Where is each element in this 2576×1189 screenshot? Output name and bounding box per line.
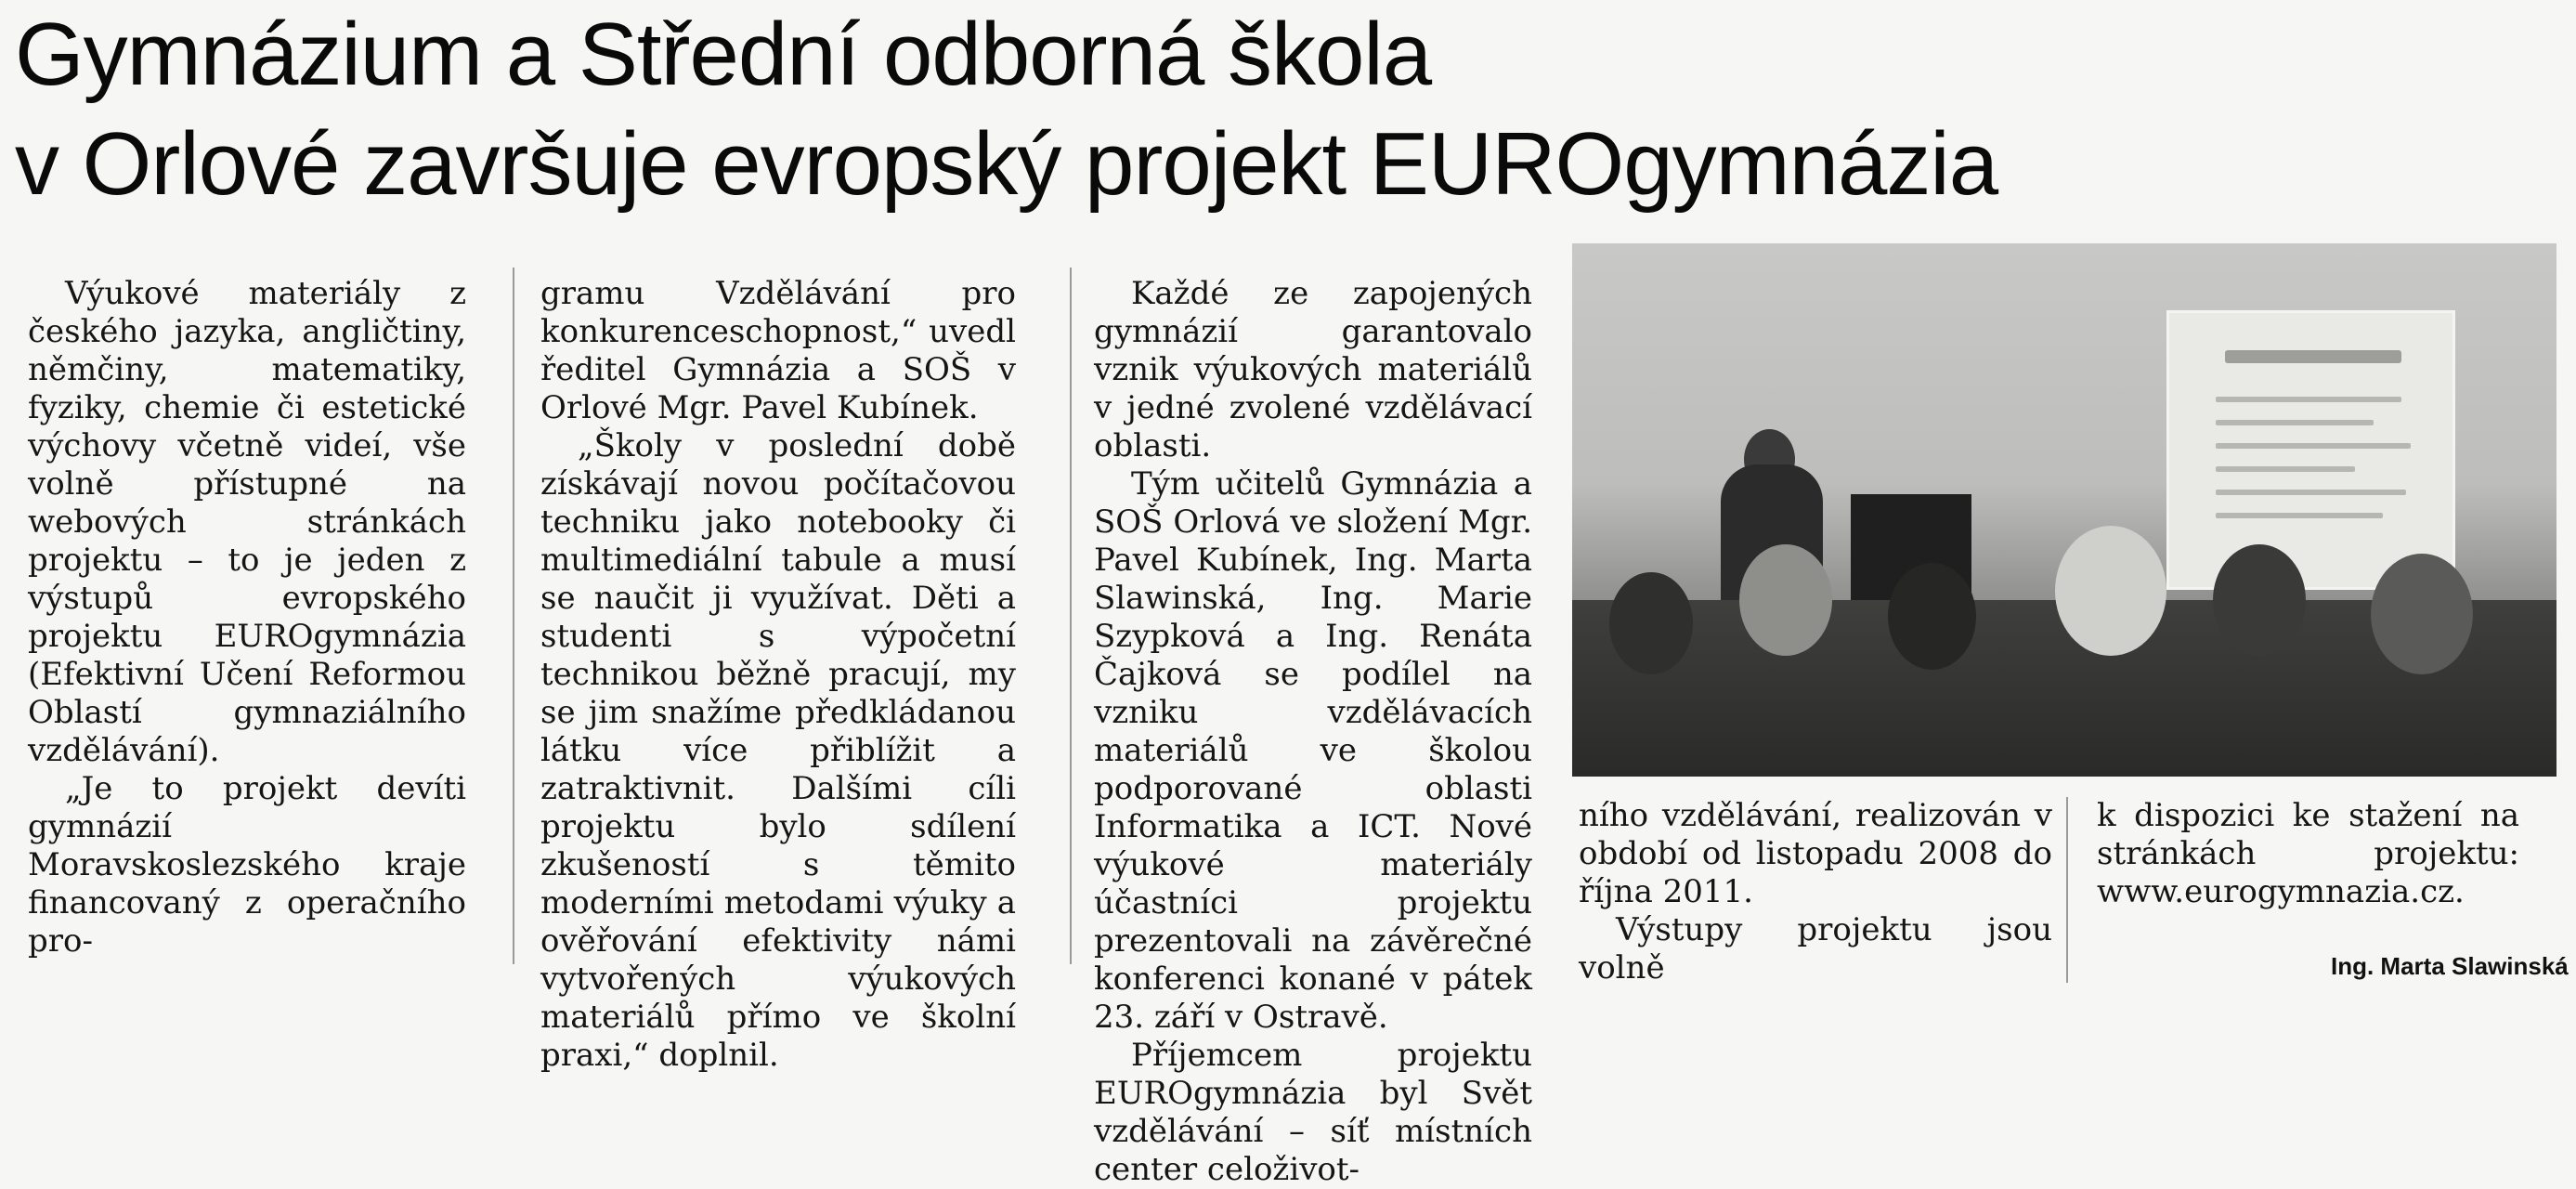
audience xyxy=(1572,600,2556,777)
conference-photo xyxy=(1572,243,2556,777)
column-rule-1 xyxy=(513,268,514,964)
col3-paragraph-2: Tým učitelů Gymnázia a SOŠ Orlová ve složení Mgr. Pavel Kubínek, Ing. Marta Slawinská, Ing. Marie Szypková a Ing. Renáta Čajková se podílel na vzniku vzdělávacích materiálů ve školou podporované oblasti Informatika a ICT. Nové výukové materiály účastníci projektu prezentovali na závěrečné konferenci konané v pátek 23. září v Ostravě. xyxy=(1094,465,1532,1036)
col3-paragraph-3: Příjemcem projektu EUROgymnázia byl Svět vzdělávání – síť místních center celoživot- xyxy=(1094,1037,1532,1188)
col2-paragraph-2: „Školy v poslední době získávají novou počítačovou techniku jako notebooky či multimediální tabule a musí se naučit ji využívat. Děti a studenti s výpočetní technikou běžně pracují, my se jim snažíme předkládanou látku více přiblížit a zatraktivnit. Dalšími cíli projektu bylo sdílení zkušeností s těmito moderními metodami výuky a ověřování efektivity námi vytvořených výukových materiálů přímo ve školní praxi,“ doplnil. xyxy=(540,427,1016,1074)
headline-line-2: v Orlové završuje evropský projekt EUROgymnázia xyxy=(15,114,1998,214)
col4-paragraph-1: ního vzdělávání, realizován v období od listopadu 2008 do října 2011. xyxy=(1579,797,2052,910)
col1-paragraph-2: „Je to projekt devíti gymnázií Moravskoslezského kraje financovaný z operačního pro- xyxy=(28,770,466,960)
col5-paragraph-1: k dispozici ke stažení na stránkách projektu: www.eurogymnazia.cz. xyxy=(2097,797,2519,910)
projection-screen xyxy=(2166,310,2455,590)
col2-paragraph-1: gramu Vzdělávání pro konkurenceschopnost,“ uvedl ředitel Gymnázia a SOŠ v Orlové Mgr. Pavel Kubínek. xyxy=(540,275,1016,426)
column-rule-3 xyxy=(2066,797,2068,983)
column-3 xyxy=(1094,275,1532,1189)
screen-title-bar xyxy=(2225,350,2401,363)
author-byline: Ing. Marta Slawinská xyxy=(2331,952,2569,980)
column-2 xyxy=(540,275,1016,1075)
col4-paragraph-2: Výstupy projektu jsou volně xyxy=(1579,911,2052,986)
article-headline xyxy=(15,0,2429,219)
column-5 xyxy=(2097,797,2519,911)
column-rule-2 xyxy=(1070,268,1072,964)
column-1 xyxy=(28,275,466,960)
col1-paragraph-1: Výukové materiály z českého jazyka, angličtiny, němčiny, matematiky, fyziky, chemie či estetické výchovy včetně videí, vše volně přístupné na webových stránkách projektu – to je jeden z výstupů evropského projektu EUROgymnázia (Efektivní Učení Reformou Oblastí gymnaziálního vzdělávání). xyxy=(28,275,466,769)
col3-paragraph-1: Každé ze zapojených gymnázií garantovalo vznik výukových materiálů v jedné zvolené vzdělávací oblasti. xyxy=(1094,275,1532,464)
column-4 xyxy=(1579,797,2052,987)
headline-line-1: Gymnázium a Střední odborná škola xyxy=(15,5,1432,104)
